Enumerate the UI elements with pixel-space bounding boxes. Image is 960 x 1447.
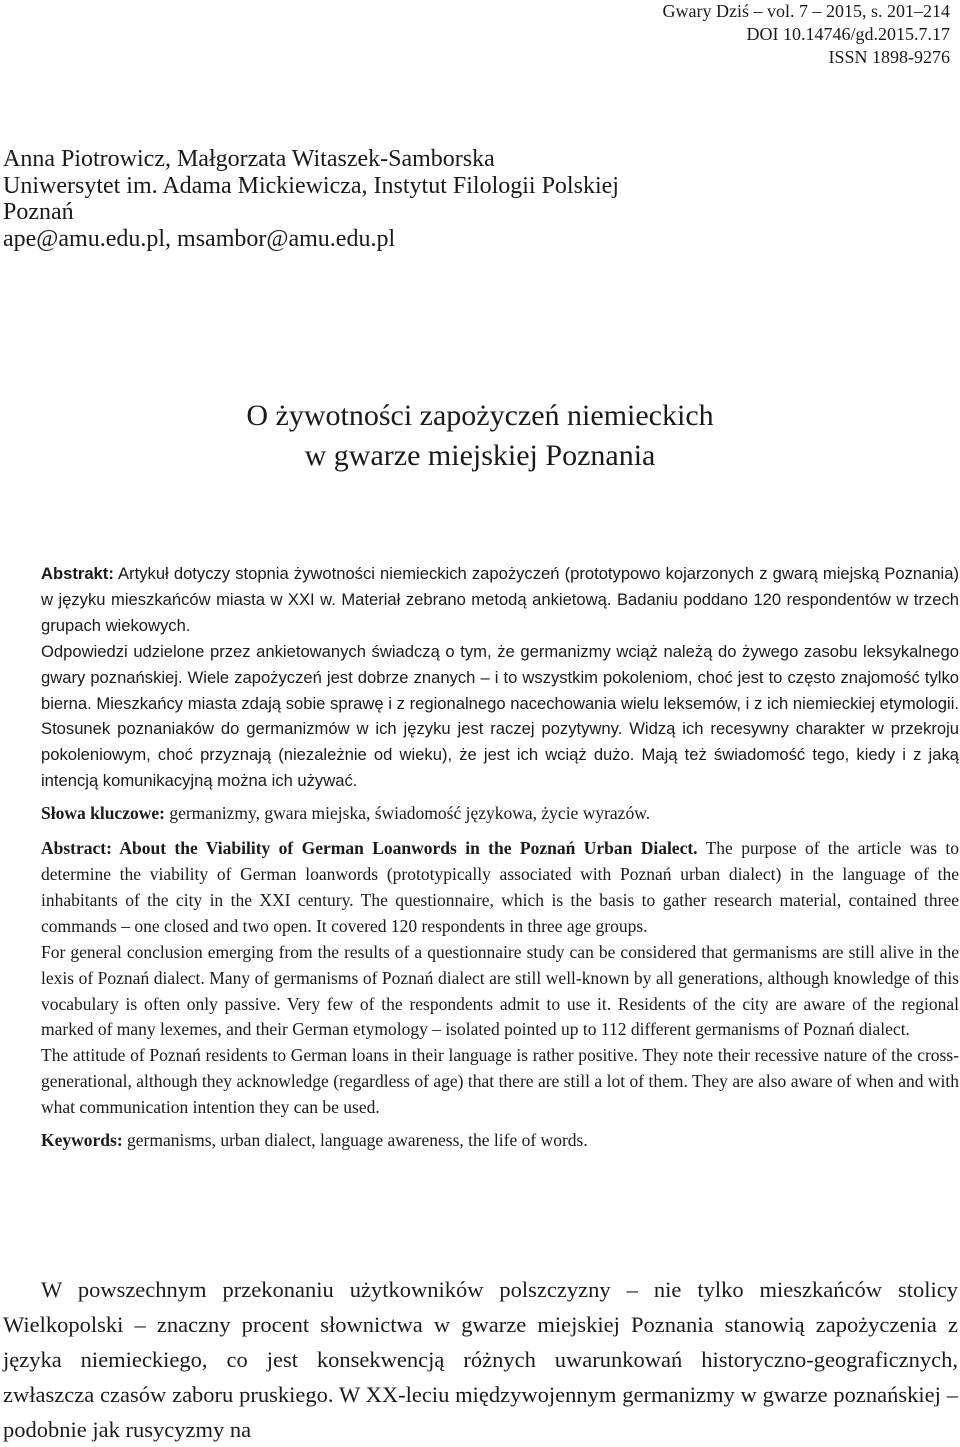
abstract-en-label: Abstract: About the Viability of German Loanwords in the Poznań Urban Dialect. <box>41 838 698 859</box>
abstract-en-p2: For general conclusion emerging from the results of a questionnaire study can be considered that germanisms are still alive in the lexis of Poznań dialect. Many of germanisms of Poznań dialect are still well-known by all generations, although knowledge of this vocabulary is often only passive. Very few of the respondents admit to use it. Residents of the city are aware of the regional marked of many lexemes, and their German etymology – isolated pointed up to 112 different germanisms of Poznań dialect. <box>41 941 959 1040</box>
abstract-pl-p1 <box>41 561 959 639</box>
keywords-pl-label: Słowa kluczowe: <box>41 803 165 824</box>
author-names: Anna Piotrowicz, Małgorzata Witaszek-Samborska <box>3 146 495 172</box>
abstract-pl-p2: Odpowiedzi udzielone przez ankietowanych świadczą o tym, że germanizmy wciąż należą do żywego zasobu leksykalnego gwary poznańskiej. Wiele zapożyczeń jest dobrze znanych – i to wszystkim pokoleniom, choć jest to często znajomość tylko bierna. Mieszkańcy miasta zdają sobie sprawę i z regionalnego nacechowania wielu leksemów, i z ich niemieckiej etymologii. Stosunek poznaniaków do germanizmów w ich języku jest raczej pozytywny. Widzą ich recesywny charakter w przekroju pokoleniowym, choć przyznają (niezależnie od wieku), że jest ich wciąż dużo. Mają też świadomość tego, kiedy i z jaką intencją komunikacyjną można ich używać. <box>41 641 959 791</box>
abstract-pl-label: Abstrakt: <box>41 564 114 583</box>
author-block <box>3 146 619 252</box>
body-text <box>3 1272 958 1447</box>
body-paragraph-1: W powszechnym przekonaniu użytkowników polszczyzny – nie tylko mieszkańców stolicy Wielkopolski – znaczny procent słownictwa w gwarze miejskiej Poznania stanowią zapożyczenia z języka niemieckiego, co jest konsekwencją różnych uwarunkowań historyczno-geograficznych, zwłaszcza czasów zaboru pruskiego. W XX-leciu międzywojennym germanizmy w gwarze poznańskiej – podobnie jak rusycyzmy na <box>3 1277 958 1442</box>
affiliation: Uniwersytet im. Adama Mickiewicza, Instytut Filologii Polskiej <box>3 172 619 199</box>
article-title <box>0 396 960 476</box>
journal-citation: Gwary Dziś – vol. 7 – 2015, s. 201–214 <box>662 1 950 21</box>
keywords-pl <box>41 801 959 827</box>
journal-header <box>663 0 950 69</box>
title-line-2: w gwarze miejskiej Poznania <box>304 439 656 472</box>
abstract-pl-text-1: Artykuł dotyczy stopnia żywotności niemieckich zapożyczeń (prototypowo kojarzonych z gwarą miejską Poznania) w języku mieszkańców miasta w XXI w. Materiał zebrano metodą ankietową. Badaniu poddano 120 respondentów w trzech grupach wiekowych. <box>41 564 959 635</box>
title-line-1: O żywotności zapożyczeń niemieckich <box>246 399 714 432</box>
doi: DOI 10.14746/gd.2015.7.17 <box>746 24 950 44</box>
city: Poznań <box>3 199 74 225</box>
abstract-section <box>41 561 959 1154</box>
author-emails[interactable]: ape@amu.edu.pl, msambor@amu.edu.pl <box>3 225 396 252</box>
keywords-en-text: germanisms, urban dialect, language awareness, the life of words. <box>127 1130 588 1151</box>
issn: ISSN 1898-9276 <box>828 47 950 67</box>
keywords-pl-text: germanizmy, gwara miejska, świadomość językowa, życie wyrazów. <box>169 803 651 824</box>
abstract-en-p1 <box>41 836 959 940</box>
abstract-en-text-1: The purpose of the article was to determine the viability of German loanwords (prototypically associated with Poznań urban dialect) in the language of the inhabitants of the city in the XXI century. The questionnaire, which is the basis to gather research material, contained three commands – one closed and two open. It covered 120 respondents in three age groups. <box>41 838 959 936</box>
abstract-en-p3: The attitude of Poznań residents to German loans in their language is rather positive. They note their recessive nature of the cross-generational, although they acknowledge (regardless of age) that there are still a lot of them. They are also aware of when and with what communication intention they can be used. <box>41 1045 959 1118</box>
keywords-en-label: Keywords: <box>41 1130 123 1151</box>
keywords-en <box>41 1128 959 1154</box>
